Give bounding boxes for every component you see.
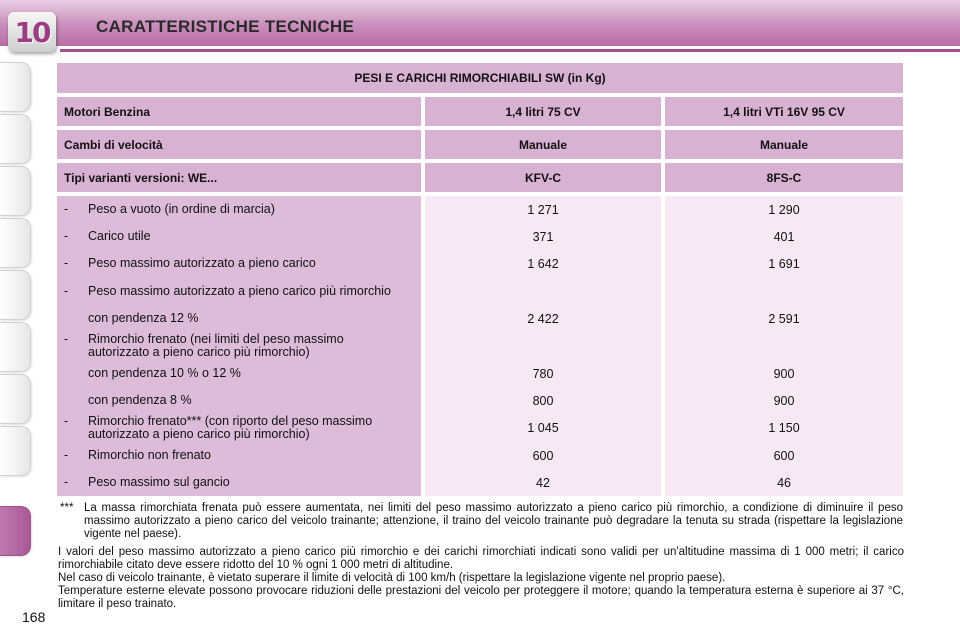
row-value-95cv: 1 290 [665,196,903,223]
row-dash: - [64,202,69,216]
chapter-tab[interactable] [0,218,31,268]
row-label: Peso a vuoto (in ordine di marcia) [88,202,275,216]
chapter-tab[interactable] [0,62,31,112]
note-altitude: I valori del peso massimo autorizzato a pieno carico più rimorchio e dei carichi rimorchiati indicati sono validi per un'altitudine massima di 1 000 metri; il carico rimorchiabile citato deve essere ridotto del 10 % ogni 1 000 metri di altitudine. [58,546,904,571]
row-value-75cv: 1 642 [425,250,665,277]
row-label-cell [57,250,425,277]
table-row [57,414,903,442]
row-value-95cv: 1 691 [665,250,903,277]
row-label-cell [57,360,425,387]
footnote-marker: *** [60,502,74,514]
row-label-cell [57,305,425,332]
row-dash: - [64,475,69,489]
header-cell: Manuale [425,130,665,159]
footnote-text: La massa rimorchiata frenata può essere aumentata, nei limiti del peso massimo autorizzato a pieno carico più rimorchio, a condizione di diminuire il peso massimo autorizzato a pieno carico del veicolo trainante; attenzione, il traino del veicolo trainante può degradare la tenuta su strada (rispettare la legislazione vigente nel paese). [84,502,903,540]
header-divider [60,49,960,52]
row-dash: - [64,448,69,462]
row-label-cell [57,469,425,496]
row-label-cell [57,223,425,250]
row-label-cell [57,277,425,305]
row-value-75cv: 2 422 [425,305,665,332]
header-row-variants [57,163,903,192]
row-value-95cv: 401 [665,223,903,250]
row-value-95cv [665,277,903,305]
table-row [57,305,903,332]
header-cell: 1,4 litri 75 CV [425,97,665,126]
table-row [57,250,903,277]
table-row [57,277,903,305]
table-title-row [57,63,903,93]
header-cell: Motori Benzina [57,97,425,126]
footnote [60,502,903,541]
header-row-gearbox [57,130,903,159]
table-row [57,442,903,469]
chapter-tab[interactable] [0,114,31,164]
header-cell: Tipi varianti versioni: WE... [57,163,425,192]
row-dash: - [64,256,69,270]
row-dash [64,367,88,380]
row-label: Rimorchio frenato*** (con riporto del peso massimo autorizzato a pieno carico più rimorchio) [88,414,373,441]
row-value-95cv [665,332,903,360]
row-value-75cv: 371 [425,223,665,250]
row-value-95cv: 1 150 [665,414,903,442]
note-speed: Nel caso di veicolo trainante, è vietato superare il limite di velocità di 100 km/h (rispettare la legislazione vigente nel proprio paese). [58,572,726,584]
row-label: Rimorchio non frenato [88,448,211,462]
row-label: con pendenza 8 % [88,393,192,407]
page-number: 168 [22,609,46,625]
row-value-95cv: 900 [665,387,903,414]
row-dash: - [64,283,69,298]
chapter-tab[interactable] [0,270,31,320]
row-value-75cv [425,277,665,305]
header-cell: Cambi di velocità [57,130,425,159]
row-dash [64,394,88,407]
row-label-cell [57,442,425,469]
table-row [57,387,903,414]
row-label: Peso massimo sul gancio [88,475,230,489]
row-label-cell [57,196,425,223]
chapter-tab[interactable] [0,374,31,424]
row-value-75cv: 800 [425,387,665,414]
row-value-75cv: 1 045 [425,414,665,442]
header-cell: Manuale [665,130,903,159]
chapter-tab[interactable] [0,426,31,476]
header-cell: 8FS-C [665,163,903,192]
row-label: con pendenza 12 % [88,311,199,325]
row-dash: - [64,414,69,428]
row-label-cell [57,387,425,414]
note-temperature: Temperature esterne elevate possono provocare riduzioni delle prestazioni del veicolo per proteggere il motore; quando la temperatura esterna è superiore ai 37 °C, limitare il peso trainato. [58,585,904,610]
row-value-95cv: 600 [665,442,903,469]
row-label: Rimorchio frenato (nei limiti del peso massimo autorizzato a pieno carico più rimorchio) [88,332,344,359]
chapter-badge [8,12,56,52]
row-value-75cv: 780 [425,360,665,387]
row-dash: - [64,332,69,346]
row-label-cell [57,332,425,360]
row-dash: - [64,229,69,243]
row-value-95cv: 46 [665,469,903,496]
header-cell: 1,4 litri VTi 16V 95 CV [665,97,903,126]
row-value-75cv: 42 [425,469,665,496]
weights-table [57,63,903,496]
row-value-75cv: 600 [425,442,665,469]
notes [58,546,904,611]
page-title: CARATTERISTICHE TECNICHE [96,17,355,36]
header-cell: KFV-C [425,163,665,192]
chapter-tab[interactable] [0,166,31,216]
row-value-95cv: 2 591 [665,305,903,332]
chapter-number: 10 [14,15,50,49]
chapter-tab-active[interactable] [0,506,31,556]
row-label: con pendenza 10 % o 12 % [88,366,241,380]
table-row [57,360,903,387]
table-title: PESI E CARICHI RIMORCHIABILI SW (in Kg) [57,63,903,93]
row-label: Carico utile [88,229,151,243]
row-value-95cv: 900 [665,360,903,387]
row-label: Peso massimo autorizzato a pieno carico più rimorchio [88,283,391,298]
table-row [57,223,903,250]
row-value-75cv: 1 271 [425,196,665,223]
row-value-75cv [425,332,665,360]
row-dash [64,312,88,325]
table-row [57,469,903,496]
chapter-tab[interactable] [0,322,31,372]
header-row-engine [57,97,903,126]
table-row [57,196,903,223]
row-label-cell [57,414,425,442]
table-row [57,332,903,360]
row-label: Peso massimo autorizzato a pieno carico [88,256,316,270]
